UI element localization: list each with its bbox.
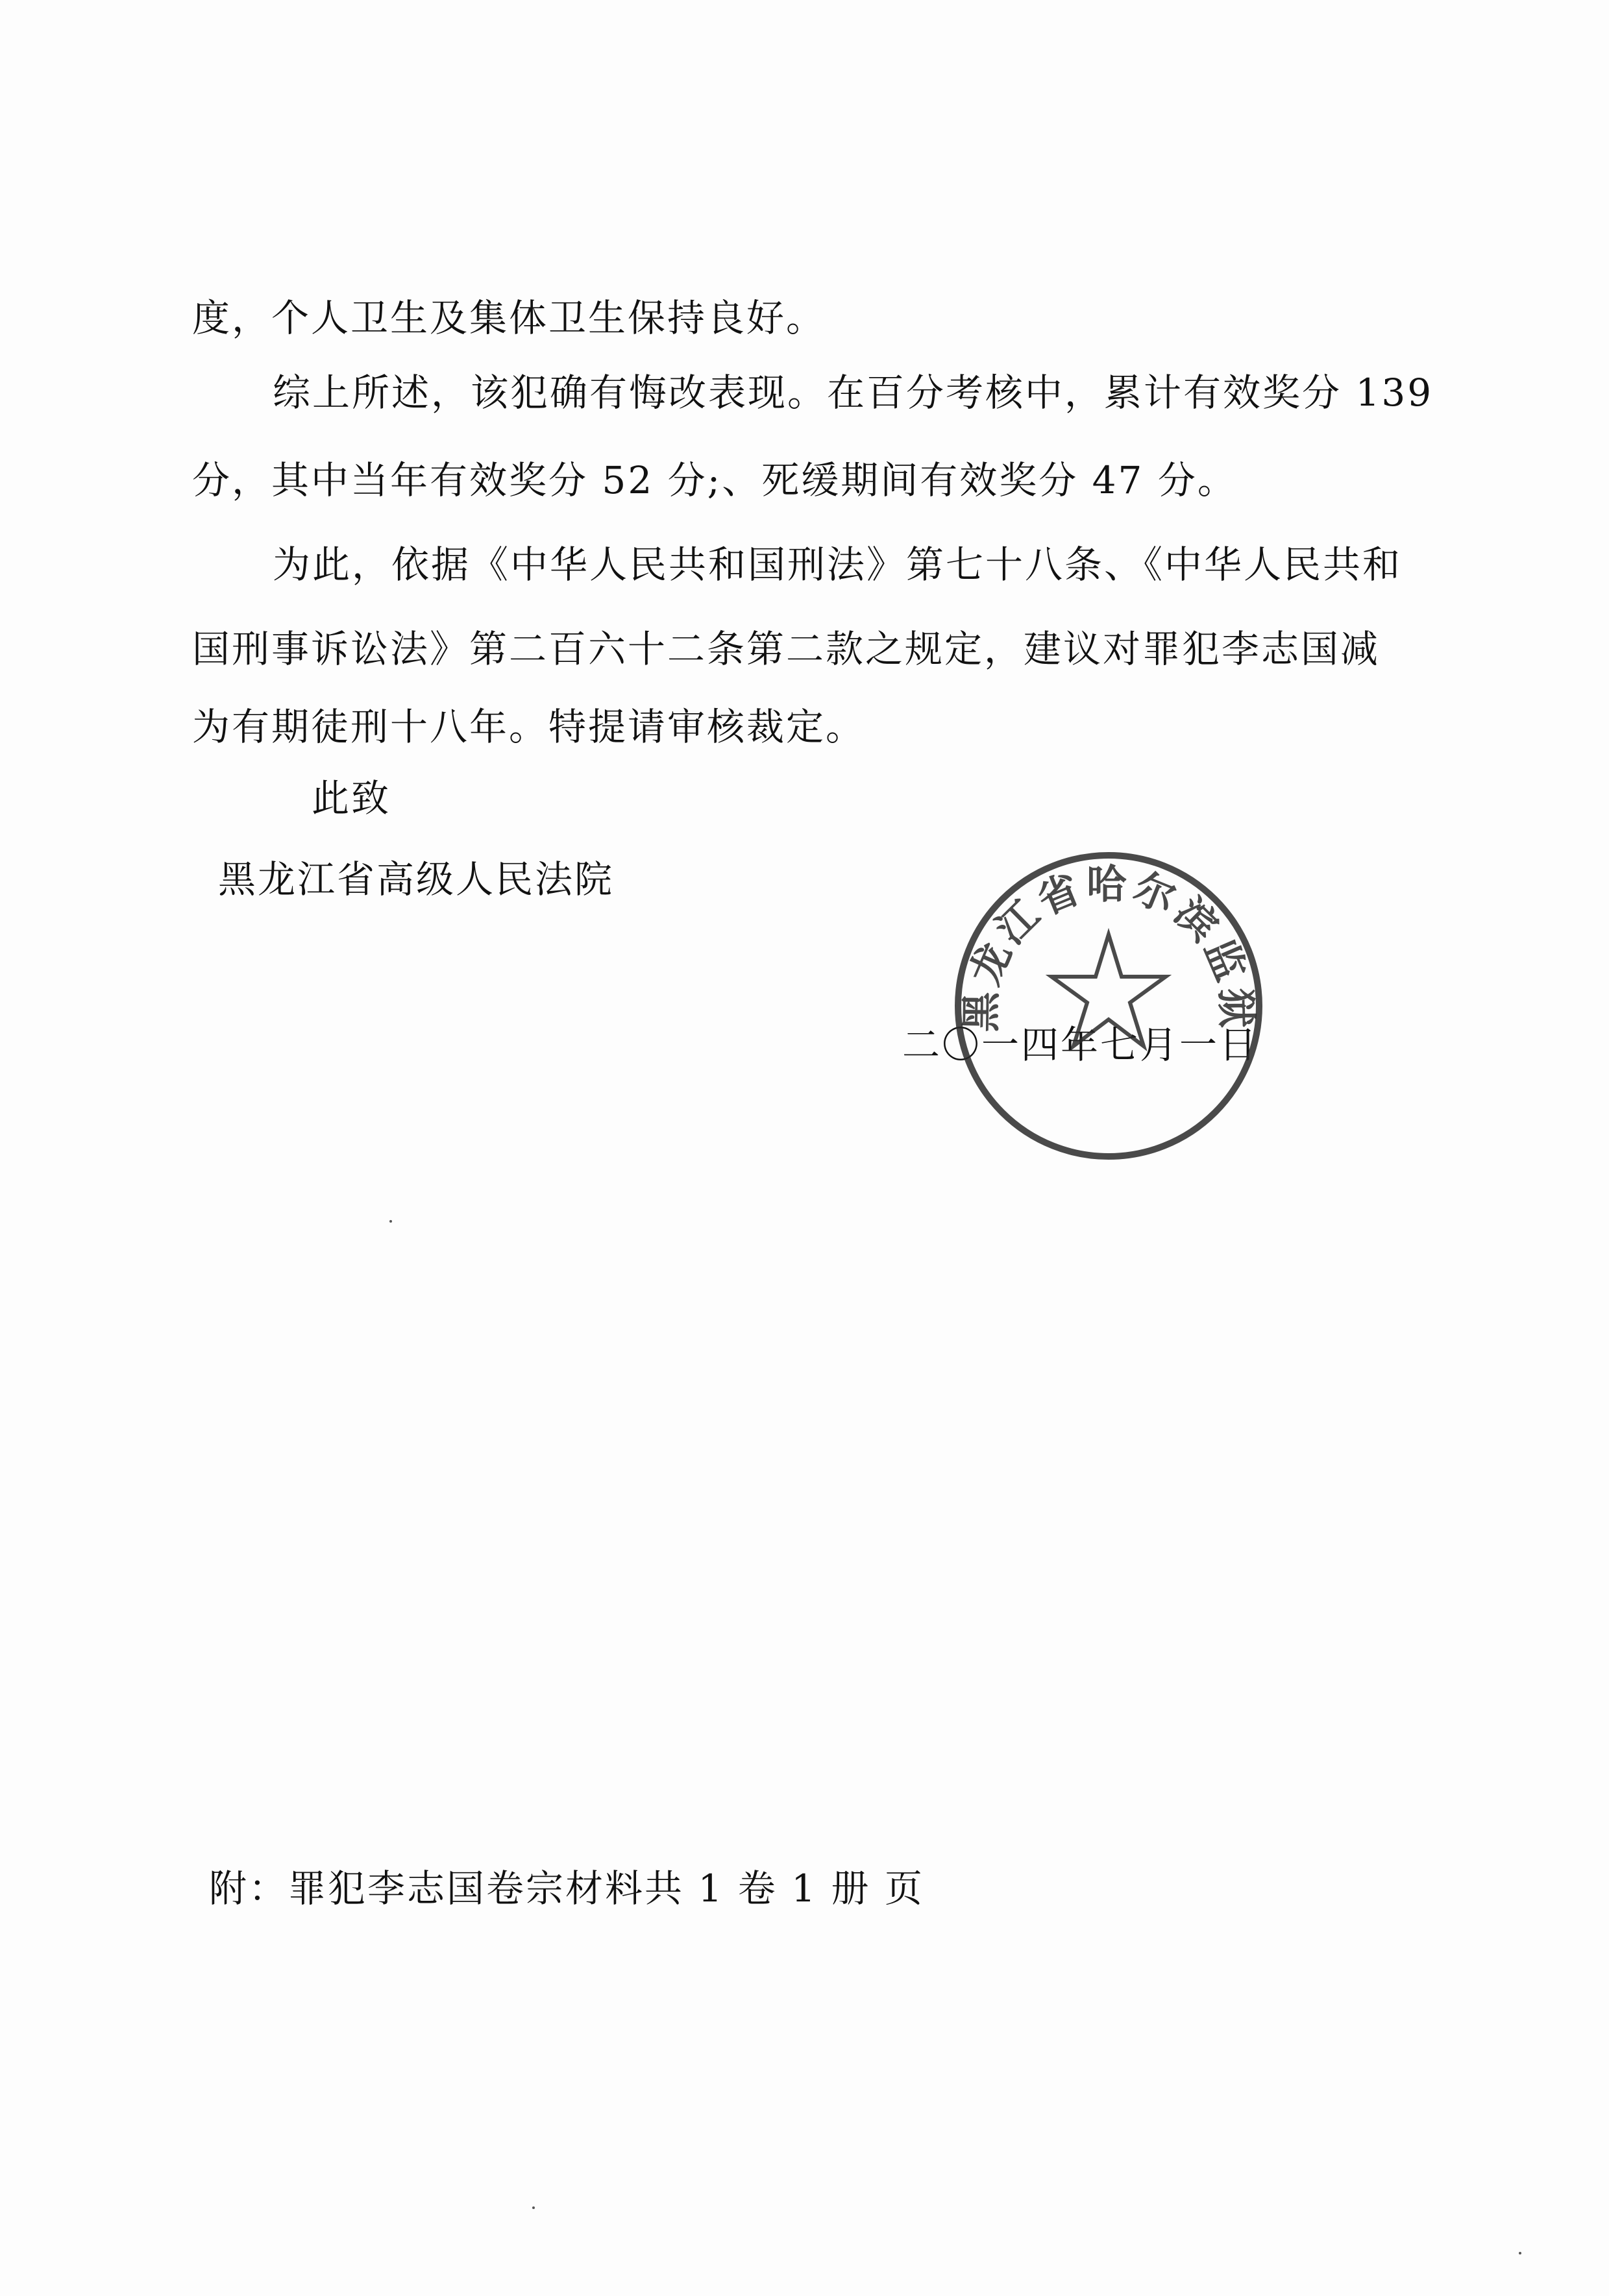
paragraph-line-4: 为此，依据《中华人民共和国刑法》第七十八条、《中华人民共和 <box>273 543 1403 587</box>
paragraph-line-2: 综上所述，该犯确有悔改表现。在百分考核中，累计有效奖分 139 <box>273 371 1434 415</box>
official-seal <box>946 844 1271 1168</box>
seal-text: 黑龙江省哈尔滨监狱 <box>957 861 1260 1032</box>
seal-graphic <box>946 844 1271 1168</box>
paragraph-line-1: 度，个人卫生及集体卫生保持良好。 <box>192 296 826 340</box>
date: 二〇一四年七月一日 <box>902 1023 1259 1067</box>
paragraph-line-5: 国刑事诉讼法》第二百六十二条第二款之规定，建议对罪犯李志国减 <box>192 627 1381 671</box>
star-icon <box>1051 934 1166 1046</box>
attachment-note: 附：罪犯李志国卷宗材料共 1 卷 1 册 页 <box>209 1866 924 1911</box>
closing-salutation: 此致 <box>312 776 391 820</box>
paragraph-line-6: 为有期徒刑十八年。特提请审核裁定。 <box>192 705 866 749</box>
scan-speck <box>389 1220 392 1223</box>
scan-speck <box>1519 2252 1521 2254</box>
scan-speck <box>532 2206 535 2209</box>
recipient: 黑龙江省高级人民法院 <box>218 857 615 901</box>
svg-text:黑龙江省哈尔滨监狱 <box>957 861 1260 1032</box>
paragraph-line-3: 分，其中当年有效奖分 52 分;、死缓期间有效奖分 47 分。 <box>192 458 1237 502</box>
